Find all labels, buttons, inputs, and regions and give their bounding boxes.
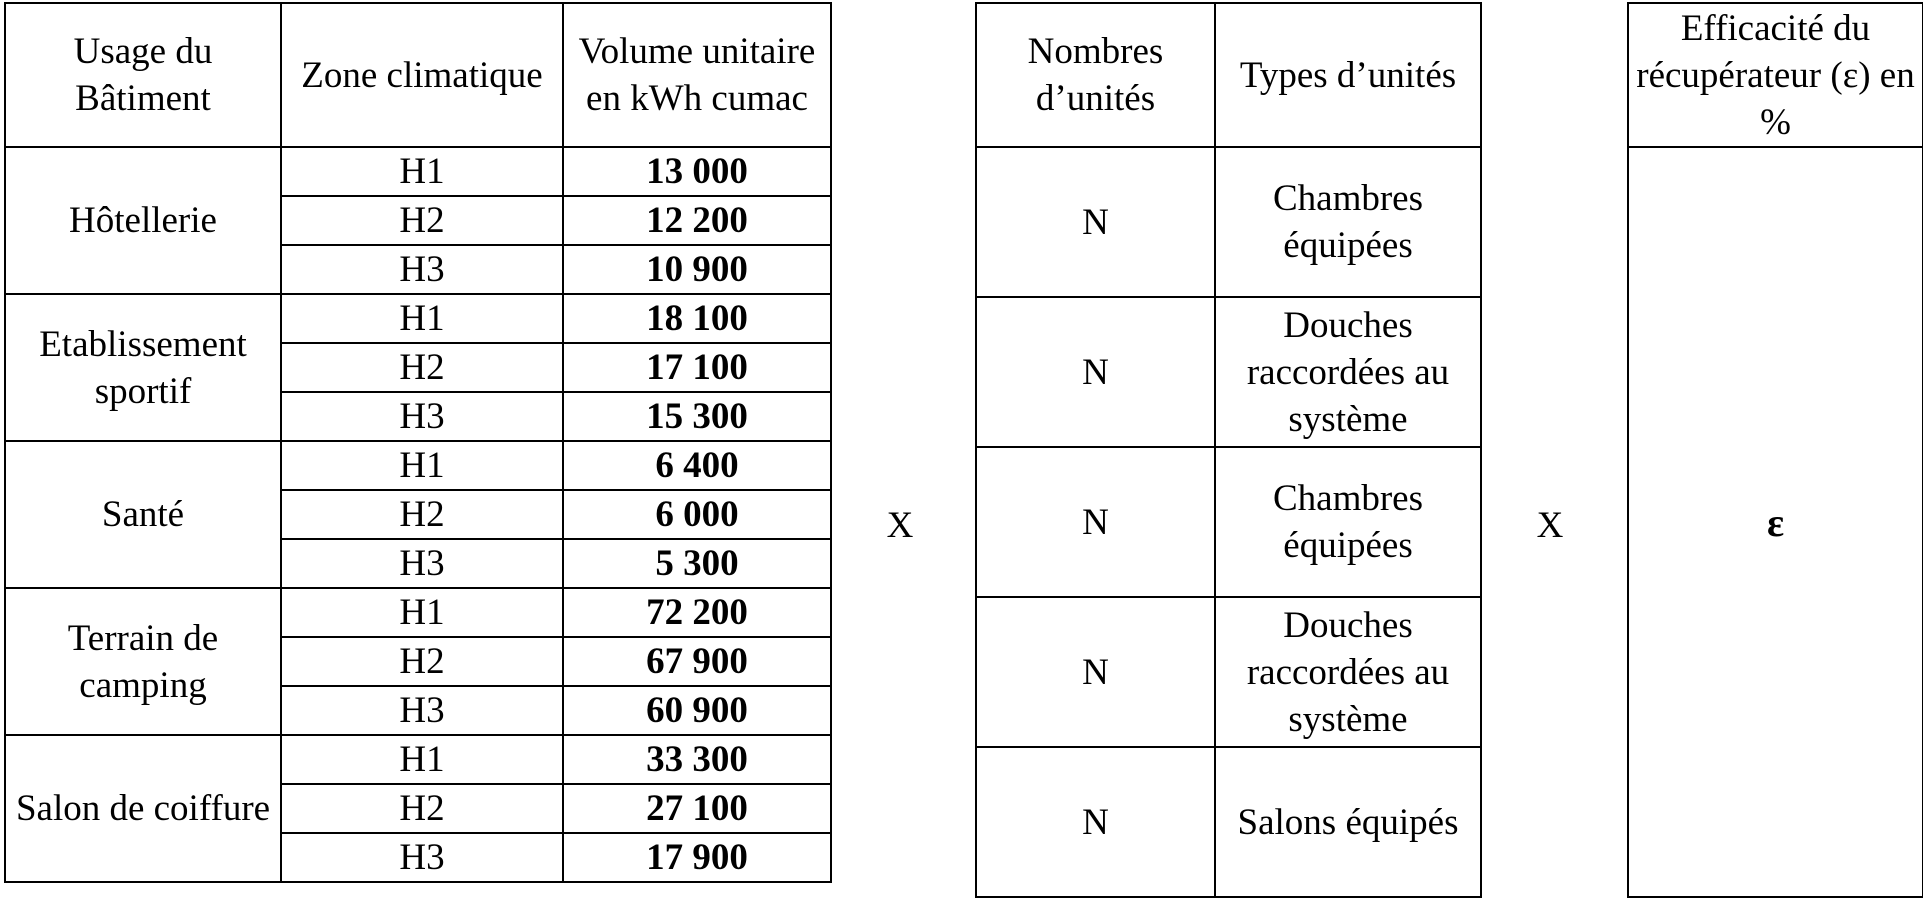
volume-cell: 18 100 [563,294,831,343]
volume-cell: 72 200 [563,588,831,637]
unit-count-cell: N [976,747,1215,897]
table-row [976,297,1481,447]
volume-cell: 10 900 [563,245,831,294]
unit-type-cell: Chambres équipées [1215,447,1481,597]
header-zone: Zone climatique [281,3,563,147]
volume-cell: 33 300 [563,735,831,784]
volume-table [4,2,832,883]
zone-cell: H2 [281,784,563,833]
table-row [5,588,831,637]
table-row [976,147,1481,297]
zone-cell: H3 [281,833,563,882]
volume-cell: 13 000 [563,147,831,196]
volume-cell: 5 300 [563,539,831,588]
unit-type-cell: Douches raccordées au système [1215,297,1481,447]
zone-cell: H2 [281,637,563,686]
volume-table-header [5,3,831,147]
multiply-sign: X [886,505,914,546]
volume-cell: 27 100 [563,784,831,833]
table-row [5,735,831,784]
table-row [5,441,831,490]
usage-cell: Etablissement sportif [5,294,281,441]
zone-cell: H2 [281,343,563,392]
table-row [5,147,831,196]
efficiency-row [1628,147,1923,897]
header-efficiency: Efficacité du récupérateur (ε) en % [1628,3,1923,147]
zone-cell: H2 [281,196,563,245]
zone-cell: H3 [281,245,563,294]
table-row [976,447,1481,597]
header-unit-type: Types d’unités [1215,3,1481,147]
table-row [976,747,1481,897]
unit-type-cell: Chambres équipées [1215,147,1481,297]
usage-cell: Terrain de camping [5,588,281,735]
volume-cell: 12 200 [563,196,831,245]
unit-type-cell: Douches raccordées au système [1215,597,1481,747]
efficiency-table [1627,2,1923,898]
volume-cell: 15 300 [563,392,831,441]
zone-cell: H3 [281,539,563,588]
volume-cell: 17 100 [563,343,831,392]
usage-cell: Hôtellerie [5,147,281,294]
volume-cell: 67 900 [563,637,831,686]
usage-cell: Salon de coiffure [5,735,281,882]
header-volume: Volume unitaire en kWh cumac [563,3,831,147]
volume-cell: 6 000 [563,490,831,539]
table-row [5,294,831,343]
multiply-sign: X [1536,505,1564,546]
units-table [975,2,1482,898]
unit-count-cell: N [976,597,1215,747]
zone-cell: H1 [281,588,563,637]
unit-type-cell: Salons équipés [1215,747,1481,897]
unit-count-cell: N [976,297,1215,447]
header-usage: Usage du Bâtiment [5,3,281,147]
unit-count-cell: N [976,147,1215,297]
zone-cell: H1 [281,441,563,490]
efficiency-value: ε [1628,147,1923,897]
zone-cell: H1 [281,294,563,343]
zone-cell: H3 [281,686,563,735]
zone-cell: H3 [281,392,563,441]
zone-cell: H1 [281,147,563,196]
units-table-header [976,3,1481,147]
table-row [976,597,1481,747]
efficiency-table-header [1628,3,1923,147]
volume-cell: 60 900 [563,686,831,735]
volume-cell: 17 900 [563,833,831,882]
unit-count-cell: N [976,447,1215,597]
usage-cell: Santé [5,441,281,588]
zone-cell: H2 [281,490,563,539]
header-unit-count: Nombres d’unités [976,3,1215,147]
volume-cell: 6 400 [563,441,831,490]
zone-cell: H1 [281,735,563,784]
